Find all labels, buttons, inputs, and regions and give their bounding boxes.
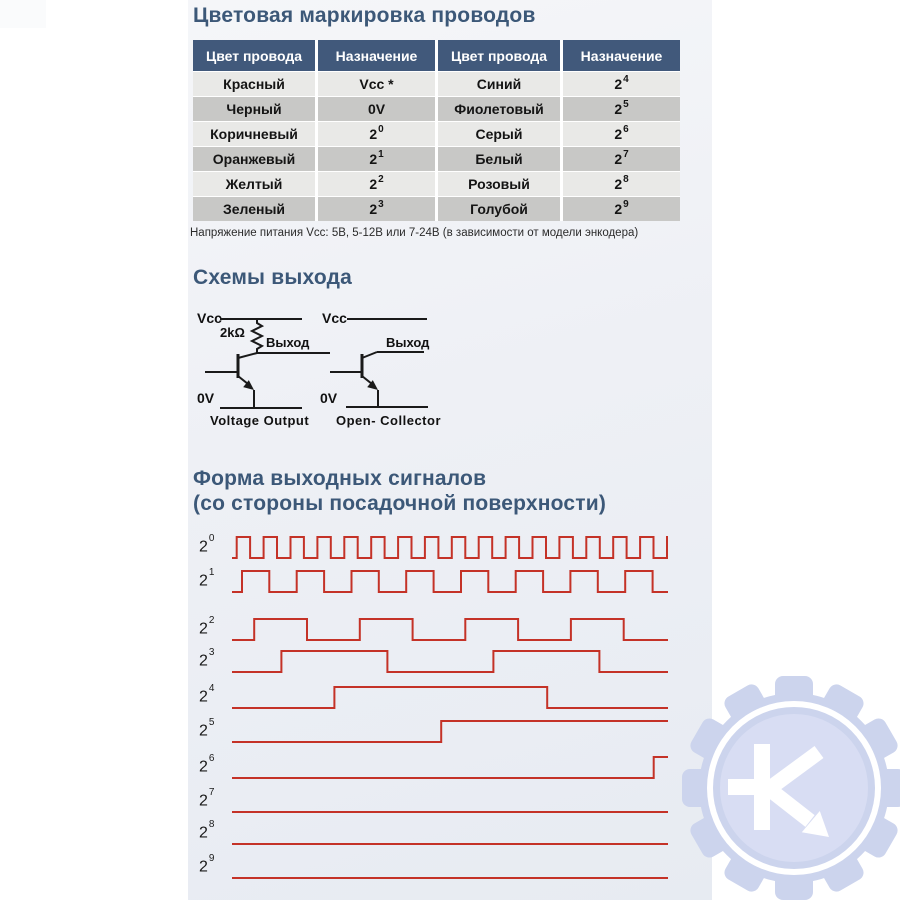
table-cell: Фиолетовый	[438, 97, 560, 121]
waveform-trace	[231, 786, 669, 814]
table-cell: Красный	[193, 72, 315, 96]
waveform-trace	[231, 818, 669, 846]
table-cell: Зеленый	[193, 197, 315, 221]
waveform-label: $2^8$	[199, 819, 215, 842]
waveform-trace	[231, 682, 669, 710]
waveform-label: $2^9$	[199, 853, 215, 876]
output-label: Выход	[386, 335, 430, 350]
voltage-output-circuit	[197, 310, 330, 428]
circuit-caption: Voltage Output	[210, 413, 310, 428]
table-header-cell: Назначение	[318, 40, 435, 71]
table-header-cell: Цвет провода	[438, 40, 560, 71]
table-cell: Vcc *	[318, 72, 435, 96]
vcc-label: Vcc	[322, 310, 347, 326]
gnd-label: 0V	[320, 390, 338, 406]
waveform-label: $2^7$	[199, 787, 215, 810]
table-header-cell: Цвет провода	[193, 40, 315, 71]
section-title-waveforms	[193, 466, 703, 516]
waveform-trace	[231, 614, 669, 642]
resistor-symbol	[252, 319, 262, 353]
waveform-label: $2^5$	[199, 717, 215, 740]
waveform-label: $2^2$	[199, 615, 215, 638]
waveform-label: $2^0$	[199, 533, 215, 556]
table-cell: 2 $^6$	[563, 122, 680, 146]
supply-voltage-note: Напряжение питания Vcc: 5В, 5-12В или 7-24В (в зависимости от модели энкодера)	[190, 227, 639, 239]
waveform-label: $2^3$	[199, 647, 215, 670]
output-circuits-diagram	[190, 300, 450, 435]
table-cell: 2 $^0$	[318, 122, 435, 146]
corner-artifact	[0, 0, 46, 28]
wire-table	[193, 40, 680, 221]
waveform-trace	[231, 532, 669, 560]
waveform-trace	[231, 566, 669, 594]
resistor-label: 2kΩ	[220, 325, 245, 340]
table-cell: Желтый	[193, 172, 315, 196]
output-label: Выход	[266, 335, 310, 350]
table-cell: 2 $^1$	[318, 147, 435, 171]
waveforms-title-line1: Форма выходных сигналов	[193, 467, 487, 490]
table-cell: 2 $^4$	[563, 72, 680, 96]
table-cell: Синий	[438, 72, 560, 96]
table-cell: Голубой	[438, 197, 560, 221]
table-cell: 2 $^7$	[563, 147, 680, 171]
circuit-caption: Open- Collector	[336, 413, 442, 428]
waveform-trace	[231, 716, 669, 744]
waveform-label: $2^6$	[199, 753, 215, 776]
open-collector-circuit	[320, 310, 441, 428]
waveforms-title-line2: (со стороны посадочной поверхности)	[193, 492, 607, 515]
table-cell: 0V	[318, 97, 435, 121]
waveform-label: $2^4$	[199, 683, 215, 706]
table-cell: Оранжевый	[193, 147, 315, 171]
table-header-cell: Назначение	[563, 40, 680, 71]
table-cell: Розовый	[438, 172, 560, 196]
table-cell: Черный	[193, 97, 315, 121]
gear-k-watermark-logo	[678, 672, 900, 900]
table-cell: 2 $^9$	[563, 197, 680, 221]
waveform-trace	[231, 752, 669, 780]
section-title-wiring: Цветовая маркировка проводов	[193, 4, 536, 27]
gnd-label: 0V	[197, 390, 215, 406]
waveform-label: $2^1$	[199, 567, 215, 590]
section-title-schematics: Схемы выхода	[193, 266, 352, 289]
table-cell: 2 $^2$	[318, 172, 435, 196]
table-cell: Коричневый	[193, 122, 315, 146]
table-cell: 2 $^8$	[563, 172, 680, 196]
vcc-label: Vcc	[197, 310, 222, 326]
table-cell: Белый	[438, 147, 560, 171]
table-cell: 2 $^3$	[318, 197, 435, 221]
waveform-trace	[231, 646, 669, 674]
waveform-trace	[231, 852, 669, 880]
table-cell: Серый	[438, 122, 560, 146]
table-cell: 2 $^5$	[563, 97, 680, 121]
